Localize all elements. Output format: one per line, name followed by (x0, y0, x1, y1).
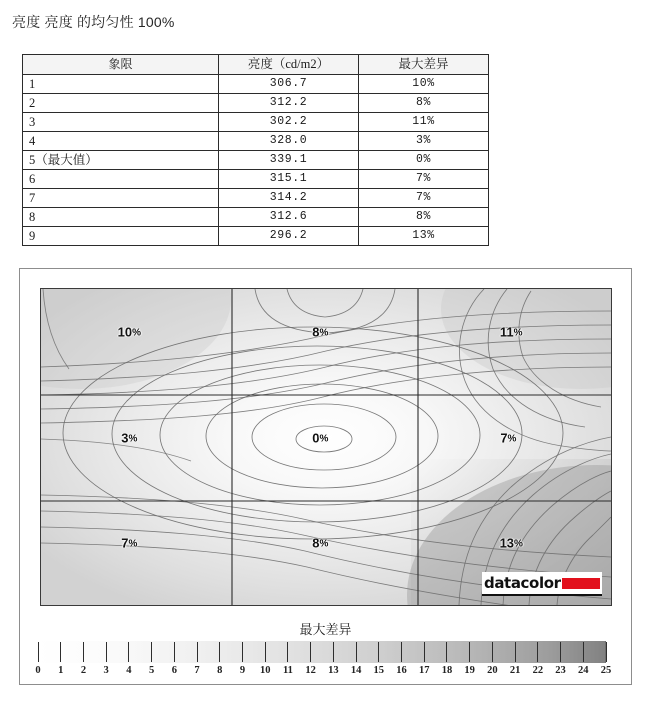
cell-luminance: 296.2 (219, 227, 359, 246)
page-title: 亮度 亮度 的均匀性 100% (12, 14, 175, 30)
legend-tick-label: 24 (578, 665, 589, 676)
legend-tick-label: 13 (328, 665, 339, 676)
legend-tick-mark (378, 642, 379, 662)
legend-tick-label: 25 (600, 665, 612, 676)
legend-tick-label: 2 (80, 665, 87, 676)
cell-quadrant: 4 (23, 132, 219, 151)
cell-quadrant: 6 (23, 170, 219, 189)
table-header-row (23, 55, 489, 75)
cell-deviation: 8% (359, 208, 489, 227)
cell-deviation: 13% (359, 227, 489, 246)
quadrant-deviation-value: 11 (499, 324, 514, 340)
legend-tick-mark (38, 642, 39, 662)
legend-tick-label: 11 (282, 665, 293, 676)
legend-tick-mark (174, 642, 175, 662)
legend-tick-mark (265, 642, 266, 662)
quadrant-deviation-value: 8 (312, 535, 320, 551)
cell-luminance: 302.2 (219, 113, 359, 132)
cell-luminance: 328.0 (219, 132, 359, 151)
legend-tick-label: 16 (396, 665, 407, 676)
legend-tick-mark (492, 642, 493, 662)
legend-tick-label: 4 (126, 665, 132, 676)
percent-sign: % (319, 538, 329, 550)
table-body (23, 75, 489, 246)
table-row (23, 208, 489, 227)
legend-tick-label: 8 (217, 665, 223, 676)
legend-tick-label: 3 (103, 665, 109, 676)
quadrant-deviation-value: 8 (312, 324, 320, 340)
legend-gradient (38, 641, 606, 663)
table-row (23, 151, 489, 170)
legend-tick-label: 21 (509, 665, 521, 676)
cell-luminance: 306.7 (219, 75, 359, 94)
legend-tick-label: 14 (350, 665, 362, 676)
legend-tick-mark (356, 642, 357, 662)
legend-tick-mark (515, 642, 516, 662)
legend-tick-label: 15 (373, 665, 385, 676)
legend-tick-mark (537, 642, 538, 662)
contour-map-graphic (41, 289, 611, 605)
quadrant-deviation-value: 10 (117, 324, 133, 340)
legend-tick-label: 7 (194, 665, 200, 676)
legend-tick-mark (469, 642, 470, 662)
column-header-luminance: 亮度（cd/m2） (219, 55, 359, 75)
cell-deviation: 7% (359, 170, 489, 189)
datacolor-logo (482, 572, 602, 596)
legend-tick-mark (151, 642, 152, 662)
table-row (23, 227, 489, 246)
legend-tick-mark (287, 642, 288, 662)
quadrant-deviation-value: 13 (499, 535, 515, 551)
contour-map (40, 288, 612, 606)
cell-luminance: 314.2 (219, 189, 359, 208)
legend-title: 最大差异 (299, 622, 352, 637)
legend-tick-label: 5 (148, 665, 155, 676)
table-row (23, 189, 489, 208)
cell-deviation: 8% (359, 94, 489, 113)
percent-sign: % (128, 538, 138, 550)
legend-tick-label: 10 (259, 665, 271, 676)
percent-sign: % (132, 327, 142, 339)
cell-quadrant: 1 (23, 75, 219, 94)
legend-tick-mark (310, 642, 311, 662)
legend-tick-mark (197, 642, 198, 662)
cell-luminance: 312.2 (219, 94, 359, 113)
cell-quadrant: 3 (23, 113, 219, 132)
table-row (23, 113, 489, 132)
cell-luminance: 339.1 (219, 151, 359, 170)
cell-deviation: 11% (359, 113, 489, 132)
legend-tick-mark (446, 642, 447, 662)
table-row (23, 170, 489, 189)
quadrant-deviation-value: 7 (121, 535, 129, 551)
uniformity-table (22, 54, 489, 246)
legend-tick-mark (83, 642, 84, 662)
percent-sign: % (513, 327, 523, 339)
table-header (23, 55, 489, 75)
legend-tick-mark (106, 642, 107, 662)
legend-tick-label: 19 (464, 665, 475, 676)
cell-deviation: 3% (359, 132, 489, 151)
percent-sign: % (507, 433, 517, 445)
legend-tick-label: 17 (418, 665, 430, 676)
legend-tick-label: 9 (239, 665, 246, 676)
cell-quadrant: 9 (23, 227, 219, 246)
cell-luminance: 315.1 (219, 170, 359, 189)
legend-tick-mark (128, 642, 129, 662)
table-row (23, 132, 489, 151)
table-row (23, 94, 489, 113)
legend-tick-mark (583, 642, 584, 662)
quadrant-deviation-value: 7 (500, 430, 508, 446)
legend-tick-label: 20 (487, 665, 498, 676)
percent-sign: % (128, 433, 138, 445)
legend-tick-label: 12 (305, 665, 316, 676)
cell-deviation: 10% (359, 75, 489, 94)
legend-tick-label: 22 (532, 665, 544, 676)
percent-sign: % (319, 327, 329, 339)
legend-tick-mark (401, 642, 402, 662)
table-row (23, 75, 489, 94)
cell-quadrant: 7 (23, 189, 219, 208)
legend-tick-mark (219, 642, 220, 662)
datacolor-wordmark: datacolor (484, 573, 561, 592)
legend-tick-mark (242, 642, 243, 662)
legend-colorbar (35, 641, 612, 676)
cell-luminance: 312.6 (219, 208, 359, 227)
cell-quadrant: 2 (23, 94, 219, 113)
uniformity-contour-panel (19, 268, 632, 685)
legend-tick-mark (606, 642, 607, 662)
cell-deviation: 7% (359, 189, 489, 208)
legend-tick-mark (560, 642, 561, 662)
column-header-quadrant: 象限 (23, 55, 219, 75)
cell-quadrant: 5（最大值） (23, 151, 219, 170)
quadrant-deviation-value: 3 (121, 430, 129, 446)
legend-tick-mark (60, 642, 61, 662)
cell-quadrant: 8 (23, 208, 219, 227)
quadrant-deviation-value: 0 (312, 430, 320, 446)
column-header-deviation: 最大差异 (359, 55, 489, 75)
legend-tick-label: 23 (555, 665, 566, 676)
datacolor-accent-bar (562, 578, 600, 589)
cell-deviation: 0% (359, 151, 489, 170)
percent-sign: % (319, 433, 329, 445)
legend-tick-mark (333, 642, 334, 662)
legend-tick-mark (424, 642, 425, 662)
legend-tick-label: 0 (35, 665, 41, 676)
legend-tick-label: 1 (58, 665, 64, 676)
legend-tick-label: 6 (171, 665, 177, 676)
contour-map-wrapper (40, 288, 612, 606)
percent-sign: % (514, 538, 523, 550)
legend-tick-label: 18 (441, 665, 453, 676)
